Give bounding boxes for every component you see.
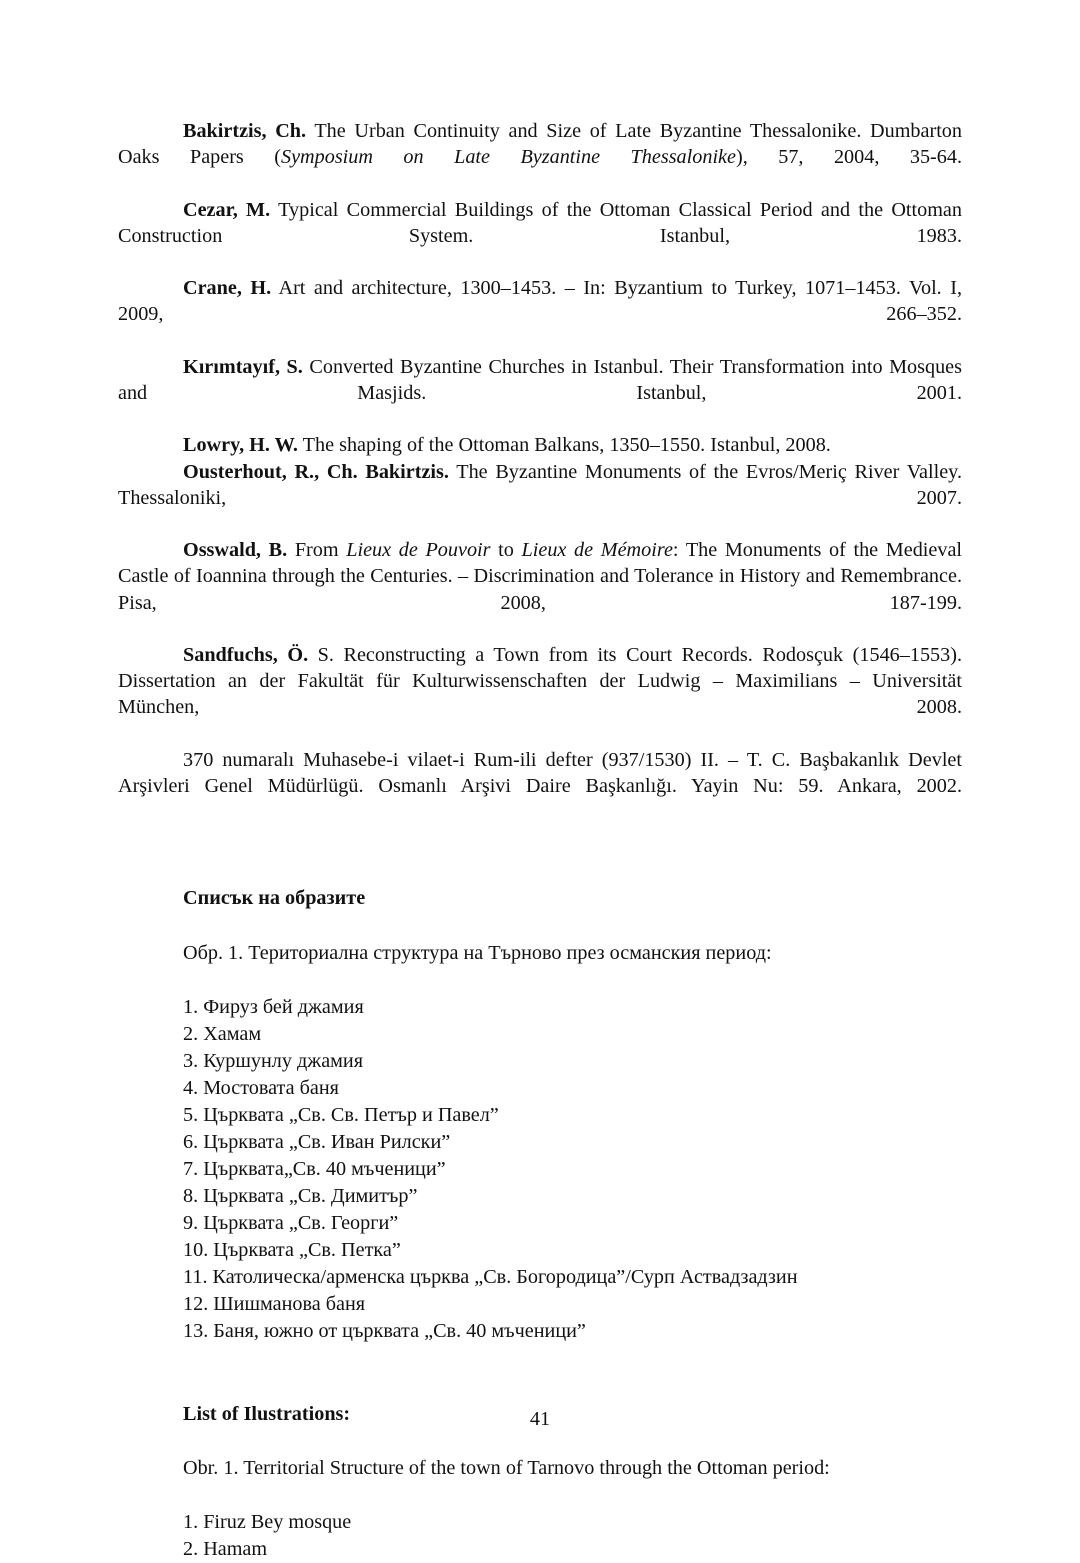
en-list-heading: List of Ilustrations: <box>183 1402 351 1425</box>
page-number: 41 <box>529 1408 551 1430</box>
reference-ousterhout: Ousterhout, R., Ch. Bakirtzis. The Byzantine Monuments of the Evros/Meriç River Valley. Thessaloniki, 2007. <box>118 460 962 509</box>
list-item: 4. Мостовата баня <box>183 1076 339 1099</box>
reference-author: Osswald, B. <box>183 539 288 562</box>
list-item: 3. Куршунлу джамия <box>183 1049 364 1072</box>
reference-author: Bakirtzis, Ch. <box>183 120 307 142</box>
reference-cezar: Cezar, M. Typical Commercial Buildings of the Ottoman Classical Period and the Ottoman Construction System. Istanbul, 1983. <box>118 198 962 247</box>
reference-lowry: Lowry, H. W. The shaping of the Ottoman Balkans, 1350–1550. Istanbul, 2008. <box>183 434 831 457</box>
list-item: 2. Хамам <box>183 1022 262 1045</box>
list-item: 8. Църквата „Св. Димитър” <box>183 1184 418 1207</box>
bg-illustrations-section <box>118 885 962 1344</box>
list-item: 1. Firuz Bey mosque <box>183 1511 352 1534</box>
en-figure-caption: Obr. 1. Territorial Structure of the town of Tarnovo through the Ottoman period: <box>183 1457 830 1480</box>
en-illustration-list <box>183 1509 962 1563</box>
reference-osswald: Osswald, B. From Lieux de Pouvoir to Lieux de Mémoire: The Monuments of the Medieval Castle of Ioannina through the Centuries. – Discrimination and Tolerance in History and Remembrance. Pisa, 2008, 187-199. <box>118 539 963 614</box>
list-item: 2. Hamam <box>183 1538 268 1561</box>
reference-author: Lowry, H. W. <box>183 434 298 457</box>
list-item: 13. Баня, южно от църквата „Св. 40 мъченици” <box>183 1319 586 1342</box>
list-item: 1. Фируз бей джамия <box>183 995 364 1018</box>
reference-author: Crane, H. <box>183 277 272 300</box>
reference-author: Sandfuchs, Ö. <box>183 644 309 667</box>
list-item: 7. Църквата„Св. 40 мъченици” <box>183 1157 446 1180</box>
reference-author: Kırımtayıf, S. <box>183 355 303 378</box>
list-item: 9. Църквата „Св. Георги” <box>183 1211 399 1234</box>
list-item: 10. Църквата „Св. Петка” <box>183 1238 401 1261</box>
bg-illustration-list <box>183 994 962 1345</box>
list-item: 5. Църквата „Св. Св. Петър и Павел” <box>183 1103 499 1126</box>
reference-sandfuchs: Sandfuchs, Ö. S. Reconstructing a Town from its Court Records. Rodosçuk (1546–1553). Dissertation an der Fakultät für Kulturwissenschaften der Ludwig – Maximilians – Universität München, 2008. <box>118 644 962 719</box>
bg-figure-caption: Обр. 1. Териториална структура на Търново през османския период: <box>183 941 772 964</box>
reference-crane: Crane, H. Art and architecture, 1300–1453. – In: Byzantium to Turkey, 1071–1453. Vol. I, 2009, 266–352. <box>118 277 962 326</box>
list-item: 6. Църквата „Св. Иван Рилски” <box>183 1130 451 1153</box>
list-item: 12. Шишманова баня <box>183 1292 366 1315</box>
reference-defter: 370 numaralı Muhasebe-i vilaet-i Rum-ili defter (937/1530) II. – T. C. Başbakanlık Devlet Arşivleri Genel Müdürlügü. Osmanlı Arşivi Daire Başkanlığı. Yayin Nu: 59. Ankara, 2002. <box>118 748 962 798</box>
reference-author: Ousterhout, R., Ch. Bakirtzis. <box>183 460 449 483</box>
reference-bakirtzis: Bakirtzis, Ch. The Urban Continuity and Size of Late Byzantine Thessalonike. Dumbarton Oaks Papers (Symposium on Late Byzantine Thessalonike), 57, 2004, 35-64. <box>118 120 962 169</box>
reference-kirimtayif: Kırımtayıf, S. Converted Byzantine Churches in Istanbul. Their Transformation into Mosques and Masjids. Istanbul, 2001. <box>118 355 963 405</box>
page-body <box>118 118 962 1563</box>
bg-list-heading: Списък на образите <box>183 887 366 910</box>
list-item: 11. Католическа/арменска църква „Св. Богородица”/Сурп Аствадзадзин <box>183 1265 798 1288</box>
reference-author: Cezar, M. <box>183 198 271 221</box>
